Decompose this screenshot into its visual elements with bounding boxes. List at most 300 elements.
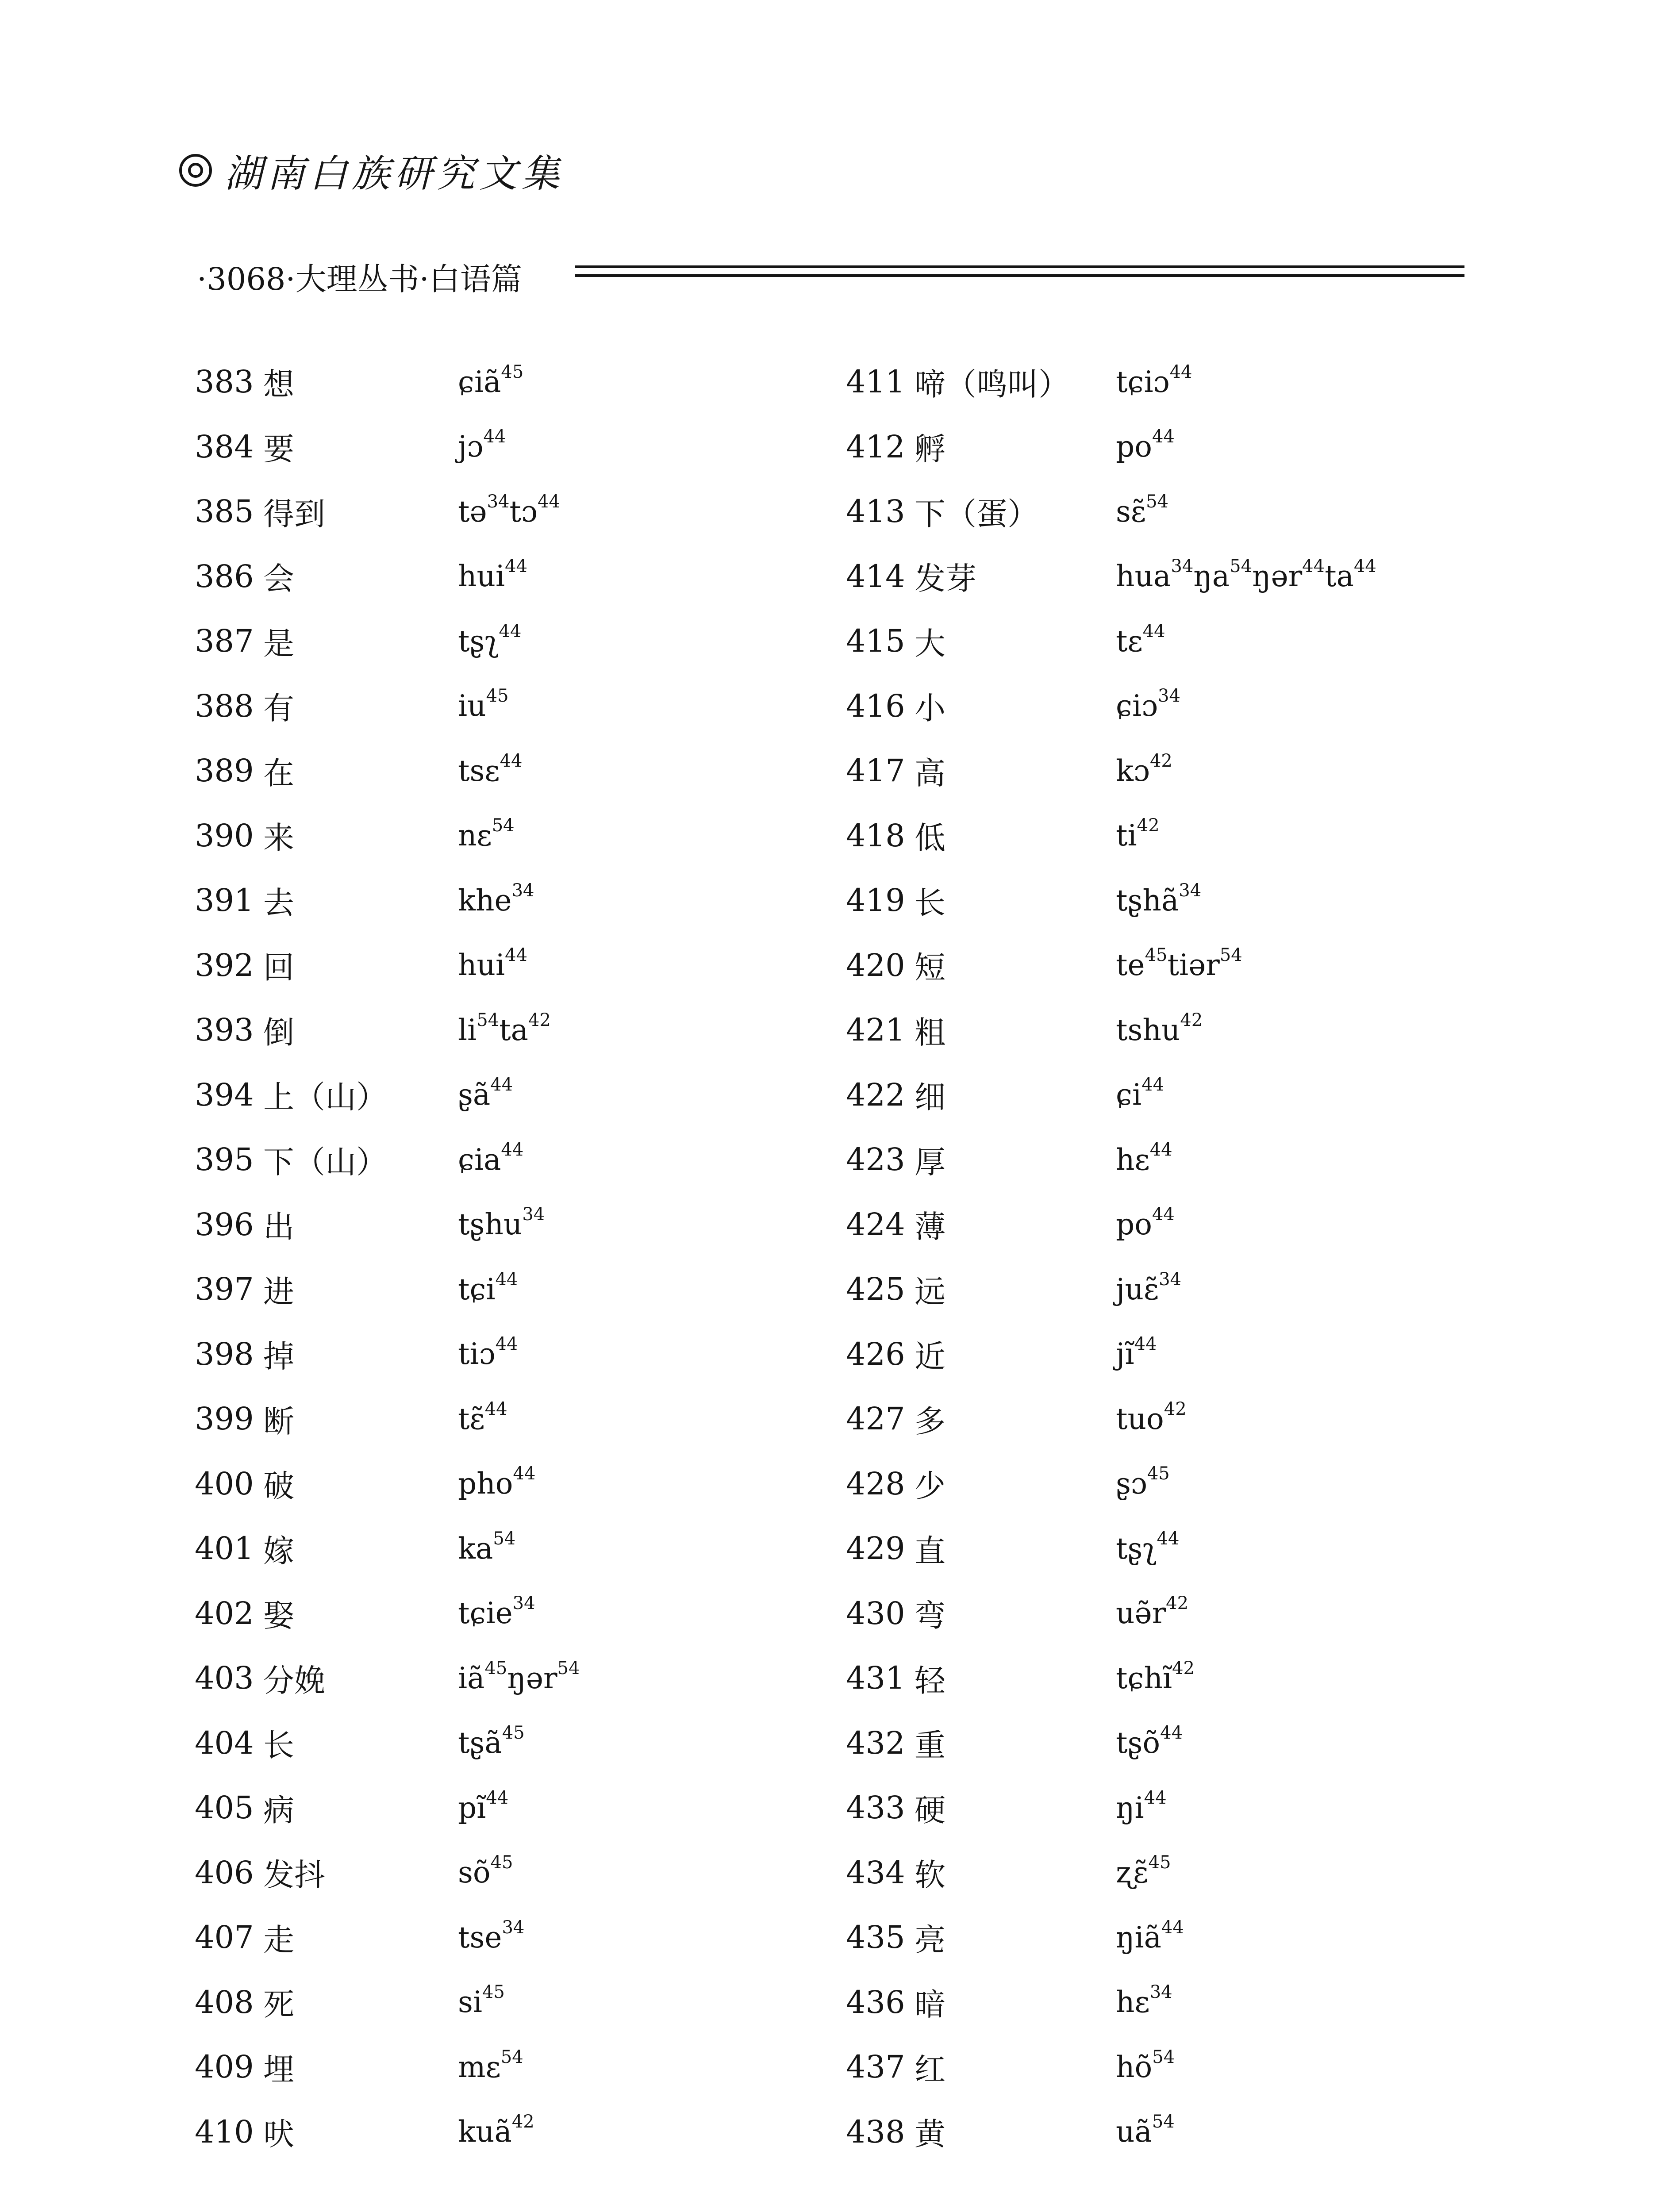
- ipa-syllable: kuã: [458, 2115, 512, 2149]
- entry-number: 430: [846, 1595, 905, 1632]
- word-entry-row: [195, 1063, 858, 1128]
- word-entry-row: [846, 1063, 1554, 1128]
- word-entry-row: [195, 1257, 858, 1322]
- entry-ipa: [458, 491, 560, 529]
- entry-ipa: [1116, 1787, 1167, 1825]
- entry-number: 397: [195, 1271, 254, 1308]
- entry-gloss: 重: [915, 1727, 945, 1764]
- tone-number: 42: [1164, 1398, 1187, 1419]
- entry-gloss: 孵: [915, 431, 945, 468]
- ipa-syllable: hui: [458, 948, 505, 983]
- tone-number: 34: [522, 1204, 545, 1225]
- ipa-syllable: ŋi: [1116, 1790, 1144, 1825]
- entry-number: 390: [195, 817, 254, 854]
- ipa-syllable: sõ: [458, 1855, 491, 1890]
- word-entry-row: [195, 1192, 858, 1257]
- tone-number: 44: [505, 945, 528, 966]
- ipa-syllable: uə̃r: [1116, 1596, 1166, 1631]
- tone-number: 34: [512, 1593, 535, 1614]
- entry-number: 416: [846, 687, 905, 724]
- entry-ipa: [1116, 1269, 1182, 1306]
- entry-ipa: [458, 1269, 518, 1306]
- entry-gloss: 吠: [263, 2116, 294, 2153]
- entry-number: 412: [846, 428, 905, 465]
- tone-number: 54: [557, 1658, 580, 1678]
- ipa-syllable: uã: [1116, 2115, 1152, 2149]
- ipa-syllable: hua: [1116, 559, 1171, 594]
- tone-number: 54: [477, 1010, 500, 1030]
- entry-gloss: 倒: [263, 1014, 294, 1051]
- word-entry-row: [195, 1840, 858, 1905]
- tone-number: 54: [1152, 2112, 1175, 2132]
- entry-number: 421: [846, 1012, 905, 1048]
- tone-number: 45: [490, 1852, 513, 1873]
- entry-ipa: [458, 2047, 523, 2084]
- tone-number: 45: [1145, 945, 1168, 966]
- entry-ipa: [1116, 361, 1192, 399]
- entry-number: 383: [195, 364, 254, 400]
- word-entry-row: [195, 2035, 858, 2100]
- entry-gloss: 细: [915, 1079, 945, 1116]
- word-entry-row: [195, 1775, 858, 1840]
- ipa-syllable: ʂɔ: [1116, 1467, 1147, 1501]
- entry-number: 402: [195, 1595, 254, 1632]
- entry-ipa: [1116, 491, 1168, 529]
- entry-gloss: 近: [915, 1338, 945, 1375]
- ipa-syllable: hõ: [1116, 2050, 1153, 2084]
- entry-number: 415: [846, 623, 905, 660]
- word-entry-row: [846, 1581, 1554, 1646]
- entry-number: 419: [846, 882, 905, 919]
- ipa-syllable: po: [1116, 1207, 1152, 1242]
- ipa-syllable: jĩ: [1116, 1337, 1134, 1371]
- word-entry-row: [846, 349, 1554, 415]
- entry-ipa: [458, 1528, 516, 1566]
- ipa-syllable: tʂʅ: [458, 624, 499, 658]
- ipa-syllable: tsɛ: [458, 753, 500, 788]
- word-entry-row: [195, 1386, 858, 1452]
- word-entry-row: [846, 1905, 1554, 1970]
- ipa-syllable: tʂõ: [1116, 1726, 1161, 1760]
- tone-number: 44: [1141, 1075, 1164, 1095]
- tone-number: 42: [1166, 1593, 1189, 1614]
- ipa-syllable: ʐɛ̃: [1116, 1855, 1149, 1890]
- ipa-syllable: tə: [458, 494, 487, 529]
- entry-ipa: [458, 686, 509, 723]
- entry-number: 401: [195, 1530, 254, 1567]
- entry-ipa: [1116, 1982, 1172, 2020]
- word-entry-row: [195, 738, 858, 803]
- entry-number: 422: [846, 1076, 905, 1113]
- entry-gloss: 发芽: [915, 561, 976, 597]
- word-entry-row: [195, 1711, 858, 1776]
- ipa-syllable: hui: [458, 559, 505, 594]
- entry-ipa: [1116, 686, 1180, 723]
- entry-ipa: [458, 1852, 513, 1890]
- tone-number: 45: [502, 1723, 525, 1743]
- word-entry-row: [846, 868, 1554, 933]
- entry-number: 418: [846, 817, 905, 854]
- entry-number: 387: [195, 623, 254, 660]
- entry-ipa: [458, 815, 515, 853]
- entry-ipa: [458, 750, 523, 788]
- ipa-syllable: li: [458, 1013, 477, 1047]
- entry-gloss: 远: [915, 1273, 945, 1310]
- tone-number: 54: [1146, 491, 1168, 512]
- entry-number: 424: [846, 1206, 905, 1243]
- entry-ipa: [458, 1787, 509, 1825]
- entry-ipa: [1116, 426, 1175, 464]
- word-entry-row: [846, 933, 1554, 998]
- entry-gloss: 会: [263, 561, 294, 597]
- book-title-text: 湖南白族研究文集: [224, 152, 564, 196]
- entry-gloss: 回: [263, 949, 294, 986]
- tone-number: 44: [1157, 1528, 1180, 1549]
- entry-number: 395: [195, 1141, 254, 1178]
- entry-gloss: 有: [263, 690, 294, 727]
- entry-ipa: [458, 1463, 536, 1501]
- word-entry-row: [195, 803, 858, 868]
- word-entry-row: [195, 1322, 858, 1387]
- entry-gloss: 薄: [915, 1209, 945, 1245]
- ipa-syllable: kɔ: [1116, 753, 1150, 788]
- bullseye-icon: [179, 154, 212, 187]
- entry-gloss: 分娩: [263, 1662, 325, 1699]
- entry-gloss: 少: [915, 1468, 945, 1505]
- word-entry-row: [195, 1646, 858, 1711]
- ipa-syllable: pho: [458, 1467, 513, 1501]
- entry-ipa: [458, 1723, 525, 1760]
- word-entry-row: [846, 479, 1554, 544]
- tone-number: 34: [1158, 686, 1180, 707]
- word-list-left-column: [195, 349, 858, 2164]
- entry-number: 385: [195, 493, 254, 530]
- entry-gloss: 软: [915, 1857, 945, 1893]
- tone-number: 42: [511, 2112, 534, 2132]
- entry-ipa: [1116, 815, 1160, 853]
- entry-gloss: 嫁: [263, 1532, 294, 1569]
- entry-gloss: 大: [915, 625, 945, 662]
- tone-number: 44: [1160, 1723, 1183, 1743]
- entry-gloss: 亮: [915, 1921, 945, 1958]
- entry-ipa: [1116, 1658, 1195, 1695]
- entry-gloss: 进: [263, 1273, 294, 1310]
- entry-gloss: 是: [263, 625, 294, 662]
- tone-number: 44: [483, 426, 506, 447]
- entry-gloss: 下（山）: [263, 1144, 387, 1180]
- word-entry-row: [195, 2100, 858, 2165]
- word-entry-row: [195, 1127, 858, 1192]
- entry-number: 389: [195, 753, 254, 789]
- tone-number: 44: [1144, 1787, 1167, 1808]
- ipa-syllable: te: [1116, 948, 1145, 983]
- tone-number: 45: [1148, 1852, 1171, 1873]
- entry-ipa: [458, 1010, 551, 1047]
- entry-number: 400: [195, 1465, 254, 1502]
- entry-number: 398: [195, 1336, 254, 1372]
- word-entry-row: [846, 1192, 1554, 1257]
- tone-number: 44: [505, 556, 528, 577]
- tone-number: 34: [1171, 556, 1194, 577]
- entry-gloss: 埋: [263, 2051, 294, 2088]
- entry-ipa: [458, 880, 534, 918]
- entry-number: 413: [846, 493, 905, 530]
- entry-ipa: [1116, 1593, 1189, 1631]
- ipa-syllable: tɔ: [509, 494, 538, 529]
- ipa-syllable: iã: [458, 1661, 485, 1695]
- tone-number: 44: [484, 1398, 507, 1419]
- entry-number: 427: [846, 1401, 905, 1437]
- entry-gloss: 病: [263, 1792, 294, 1828]
- word-entry-row: [846, 738, 1554, 803]
- word-entry-row: [846, 415, 1554, 480]
- entry-gloss: 来: [263, 820, 294, 856]
- ipa-syllable: ɕiã: [458, 365, 501, 399]
- entry-gloss: 发抖: [263, 1857, 325, 1893]
- entry-number: 396: [195, 1206, 254, 1243]
- entry-number: 407: [195, 1919, 254, 1956]
- word-entry-row: [846, 998, 1554, 1063]
- entry-ipa: [458, 1204, 545, 1242]
- entry-gloss: 走: [263, 1921, 294, 1958]
- tone-number: 44: [495, 1269, 518, 1290]
- ipa-syllable: hɛ: [1116, 1985, 1150, 2020]
- entry-ipa: [1116, 1075, 1164, 1112]
- tone-number: 45: [501, 361, 524, 382]
- word-entry-row: [846, 1452, 1554, 1517]
- entry-number: 406: [195, 1854, 254, 1891]
- word-entry-row: [846, 1322, 1554, 1387]
- entry-gloss: 下（蛋）: [915, 495, 1038, 532]
- tone-number: 44: [1161, 1917, 1184, 1938]
- entry-ipa: [458, 621, 522, 658]
- entry-gloss: 暗: [915, 1986, 945, 2023]
- word-entry-row: [846, 1775, 1554, 1840]
- entry-gloss: 在: [263, 755, 294, 791]
- word-entry-row: [195, 933, 858, 998]
- entry-gloss: 死: [263, 1986, 294, 2023]
- entry-number: 429: [846, 1530, 905, 1567]
- tone-number: 42: [1172, 1658, 1195, 1678]
- entry-number: 436: [846, 1984, 905, 2020]
- ipa-syllable: ti: [1116, 818, 1137, 853]
- tone-number: 42: [1149, 750, 1172, 771]
- word-entry-row: [195, 998, 858, 1063]
- tone-number: 54: [1152, 2047, 1175, 2067]
- entry-number: 437: [846, 2049, 905, 2085]
- ipa-syllable: ɕia: [458, 1142, 501, 1177]
- ipa-syllable: pĩ: [458, 1790, 486, 1825]
- entry-number: 411: [846, 364, 905, 400]
- tone-number: 45: [484, 1658, 507, 1678]
- ipa-syllable: ta: [1325, 559, 1354, 594]
- entry-number: 403: [195, 1660, 254, 1697]
- entry-gloss: 直: [915, 1532, 945, 1569]
- entry-ipa: [1116, 2112, 1175, 2149]
- tone-number: 45: [1147, 1463, 1170, 1484]
- word-entry-row: [195, 1905, 858, 1970]
- ipa-syllable: ŋa: [1193, 559, 1230, 594]
- entry-ipa: [1116, 1917, 1184, 1955]
- entry-gloss: 厚: [915, 1144, 945, 1180]
- entry-ipa: [458, 1917, 525, 1955]
- tone-number: 44: [1152, 1204, 1175, 1225]
- entry-ipa: [1116, 1528, 1180, 1566]
- word-entry-row: [846, 2100, 1554, 2165]
- ipa-syllable: ŋər: [507, 1661, 557, 1695]
- word-entry-row: [846, 609, 1554, 674]
- tone-number: 44: [486, 1787, 509, 1808]
- ipa-syllable: tɕi: [458, 1272, 496, 1306]
- ipa-syllable: tʂhu: [458, 1207, 523, 1242]
- entry-ipa: [458, 1593, 535, 1631]
- ipa-syllable: ŋiã: [1116, 1920, 1161, 1955]
- ipa-syllable: ɕi: [1116, 1078, 1142, 1112]
- entry-ipa: [1116, 750, 1172, 788]
- tone-number: 45: [486, 686, 509, 707]
- entry-ipa: [458, 1982, 505, 2020]
- entry-gloss: 上（山）: [263, 1079, 387, 1116]
- entry-ipa: [1116, 1010, 1203, 1047]
- word-entry-row: [195, 868, 858, 933]
- entry-gloss: 去: [263, 884, 294, 921]
- entry-number: 394: [195, 1076, 254, 1113]
- word-entry-row: [195, 1452, 858, 1517]
- entry-ipa: [458, 361, 524, 399]
- ipa-syllable: tʂhã: [1116, 883, 1179, 918]
- entry-gloss: 低: [915, 820, 945, 856]
- entry-gloss: 要: [263, 431, 294, 468]
- tone-number: 34: [1159, 1269, 1182, 1290]
- ipa-syllable: tiər: [1167, 948, 1220, 983]
- entry-ipa: [1116, 2047, 1175, 2084]
- entry-gloss: 长: [263, 1727, 294, 1764]
- entry-ipa: [458, 1139, 524, 1177]
- entry-number: 431: [846, 1660, 905, 1697]
- tone-number: 44: [499, 621, 522, 641]
- entry-gloss: 轻: [915, 1662, 945, 1699]
- entry-number: 417: [846, 753, 905, 789]
- entry-number: 386: [195, 558, 254, 595]
- entry-ipa: [458, 945, 528, 983]
- entry-gloss: 粗: [915, 1014, 945, 1051]
- entry-gloss: 断: [263, 1403, 294, 1440]
- ipa-syllable: ɕiɔ: [1116, 689, 1158, 723]
- entry-gloss: 想: [263, 366, 294, 403]
- ipa-syllable: ŋər: [1252, 559, 1303, 594]
- ipa-syllable: nɛ: [458, 818, 492, 853]
- ipa-syllable: tɕiɔ: [1116, 365, 1170, 399]
- entry-gloss: 掉: [263, 1338, 294, 1375]
- entry-gloss: 小: [915, 690, 945, 727]
- entry-gloss: 娶: [263, 1598, 294, 1634]
- tone-number: 44: [538, 491, 560, 512]
- tone-number: 44: [1142, 621, 1165, 641]
- entry-ipa: [1116, 556, 1376, 594]
- entry-number: 435: [846, 1919, 905, 1956]
- entry-number: 438: [846, 2113, 905, 2150]
- entry-ipa: [458, 2112, 534, 2149]
- entry-ipa: [1116, 1334, 1157, 1371]
- tone-number: 44: [501, 1139, 524, 1160]
- entry-number: 392: [195, 947, 254, 983]
- word-entry-row: [846, 1970, 1554, 2035]
- word-entry-row: [846, 1127, 1554, 1192]
- entry-gloss: 黄: [915, 2116, 945, 2153]
- entry-number: 393: [195, 1012, 254, 1048]
- word-entry-row: [195, 479, 858, 544]
- ipa-syllable: hɛ: [1116, 1142, 1150, 1177]
- tone-number: 34: [1179, 880, 1202, 901]
- entry-number: 388: [195, 687, 254, 724]
- entry-number: 410: [195, 2113, 254, 2150]
- header-double-rule: [575, 265, 1464, 277]
- entry-ipa: [458, 1075, 513, 1112]
- word-entry-row: [846, 1840, 1554, 1905]
- tone-number: 44: [495, 1334, 518, 1355]
- ipa-syllable: tuo: [1116, 1402, 1164, 1436]
- ipa-syllable: sɛ̃: [1116, 494, 1146, 529]
- word-entry-row: [195, 349, 858, 415]
- entry-number: 426: [846, 1336, 905, 1372]
- ipa-syllable: ʂã: [458, 1078, 491, 1112]
- ipa-syllable: tɕie: [458, 1596, 513, 1631]
- word-entry-row: [846, 2035, 1554, 2100]
- entry-ipa: [1116, 1139, 1172, 1177]
- entry-gloss: 短: [915, 949, 945, 986]
- word-entry-row: [195, 674, 858, 739]
- ipa-syllable: jɔ: [458, 430, 484, 464]
- entry-ipa: [1116, 1398, 1187, 1436]
- tone-number: 34: [511, 880, 534, 901]
- entry-gloss: 破: [263, 1468, 294, 1505]
- tone-number: 45: [482, 1982, 505, 2003]
- ipa-syllable: tse: [458, 1920, 502, 1955]
- entry-ipa: [458, 556, 528, 594]
- tone-number: 44: [1149, 1139, 1172, 1160]
- tone-number: 42: [1180, 1010, 1203, 1030]
- ipa-syllable: mɛ: [458, 2050, 501, 2084]
- tone-number: 44: [513, 1463, 536, 1484]
- word-entry-row: [846, 544, 1554, 609]
- entry-number: 409: [195, 2049, 254, 2085]
- entry-gloss: 啼（鸣叫）: [915, 366, 1069, 403]
- ipa-syllable: tɛ: [1116, 624, 1143, 658]
- entry-number: 414: [846, 558, 905, 595]
- tone-number: 44: [1169, 361, 1192, 382]
- ipa-syllable: tɛ̃: [458, 1402, 485, 1436]
- entry-gloss: 长: [915, 884, 945, 921]
- ipa-syllable: po: [1116, 430, 1152, 464]
- entry-gloss: 红: [915, 2051, 945, 2088]
- entry-ipa: [458, 1334, 518, 1371]
- ipa-syllable: tʂʅ: [1116, 1531, 1157, 1566]
- entry-number: 433: [846, 1790, 905, 1826]
- word-entry-row: [846, 1386, 1554, 1452]
- tone-number: 54: [500, 2047, 523, 2067]
- tone-number: 54: [493, 1528, 516, 1549]
- tone-number: 42: [528, 1010, 551, 1030]
- ipa-syllable: juɛ̃: [1116, 1272, 1159, 1306]
- entry-number: 399: [195, 1401, 254, 1437]
- entry-number: 423: [846, 1141, 905, 1178]
- entry-ipa: [458, 426, 506, 464]
- entry-ipa: [1116, 945, 1242, 983]
- tone-number: 42: [1137, 815, 1160, 836]
- ipa-syllable: khe: [458, 883, 512, 918]
- ipa-syllable: si: [458, 1985, 482, 2020]
- word-list-right-column: [846, 349, 1554, 2164]
